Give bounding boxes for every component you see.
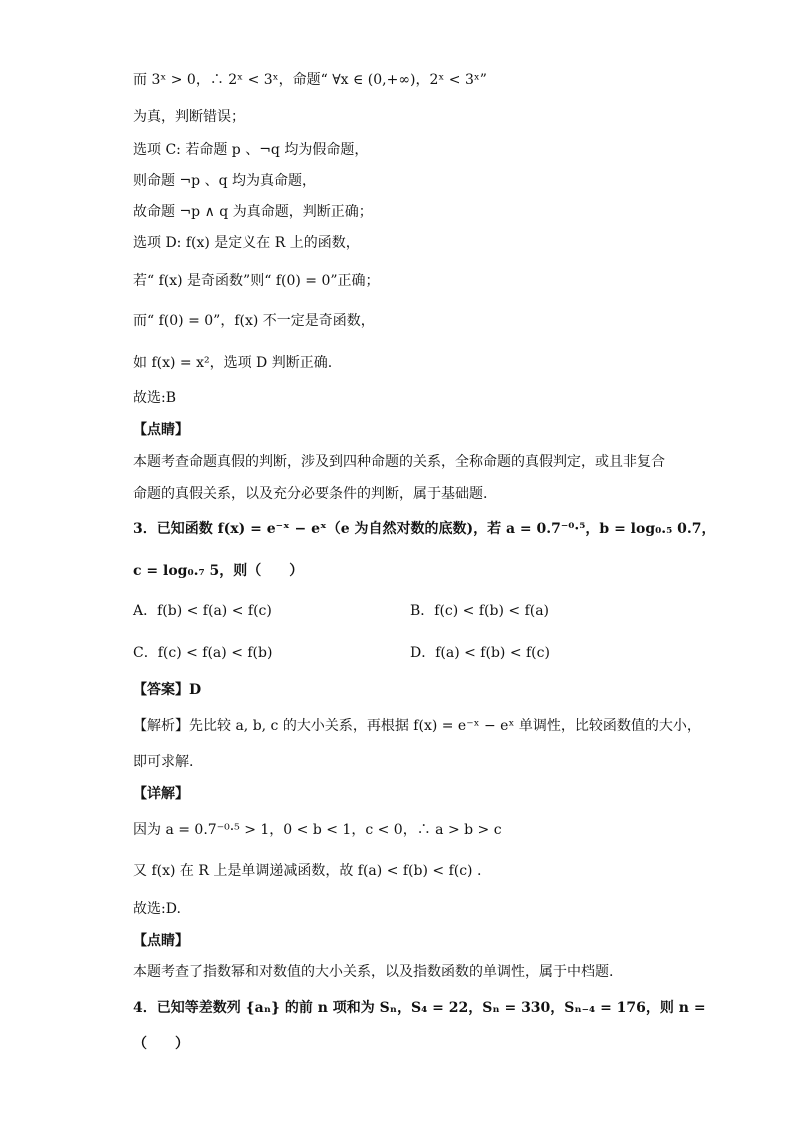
section-heading: 【点睛】 [133,422,189,438]
text-line: 如 f(x) = x²，选项 D 判断正确. [133,355,333,371]
option-d: D．f(a) < f(b) < f(c) [410,645,550,661]
section-heading: 【详解】 [133,786,189,802]
answer-label: 【答案】D [133,682,202,698]
text-line: 又 f(x) 在 R 上是单调递减函数，故 f(a) < f(b) < f(c) . [133,863,482,879]
text-line: 选项 D: f(x) 是定义在 R 上的函数， [133,235,360,251]
text-line: 本题考查了指数幂和对数值的大小关系，以及指数函数的单调性，属于中档题. [133,964,614,980]
option-b: B．f(c) < f(b) < f(a) [410,603,550,619]
option-a: A．f(b) < f(a) < f(c) [133,603,272,619]
text-line: 因为 a = 0.7⁻⁰·⁵ > 1，0 < b < 1，c < 0，∴ a > b > c [133,822,502,838]
question-stem: 4．已知等差数列 {aₙ} 的前 n 项和为 Sₙ，S₄ = 22，Sₙ = 330，Sₙ₋₄ = 176，则 n = [133,1000,706,1016]
question-stem: 3．已知函数 f(x) = e⁻ˣ − eˣ（e 为自然对数的底数)，若 a = 0.7⁻⁰·⁵，b = log₀.₅ 0.7， [133,521,716,537]
text-line: 为真，判断错误； [133,109,245,125]
text-line: 若“ f(x) 是奇函数”则“ f(0) = 0”正确； [133,273,380,289]
text-line: 而“ f(0) = 0”，f(x) 不一定是奇函数， [133,313,375,329]
text-line: 故选:B [133,390,177,406]
option-c: C．f(c) < f(a) < f(b) [133,645,273,661]
text-line: 故选:D. [133,901,181,917]
text-line: 本题考查命题真假的判断，涉及到四种命题的关系，全称命题的真假判定，或且非复合 [133,454,665,470]
question-stem: c = log₀.₇ 5，则（ ） [133,563,304,579]
text-line: 命题的真假关系，以及充分必要条件的判断，属于基础题. [133,486,488,502]
text-line: 故命题 ¬p ∧ q 为真命题，判断正确； [133,204,373,220]
question-stem: （ ） [133,1036,189,1052]
analysis-line: 【解析】先比较 a, b, c 的大小关系，再根据 f(x) = e⁻ˣ − eˣ 单调性，比较函数值的大小， [133,718,701,734]
text-line: 而 3ˣ > 0，∴ 2ˣ < 3ˣ，命题“ ∀x ∈ (0,+∞)，2ˣ < 3ˣ” [133,72,487,88]
section-heading: 【点睛】 [133,933,189,949]
text-line: 则命题 ¬p 、q 均为真命题， [133,173,317,189]
text-line: 选项 C: 若命题 p 、¬q 均为假命题， [133,142,369,158]
text-line: 即可求解. [133,754,194,770]
